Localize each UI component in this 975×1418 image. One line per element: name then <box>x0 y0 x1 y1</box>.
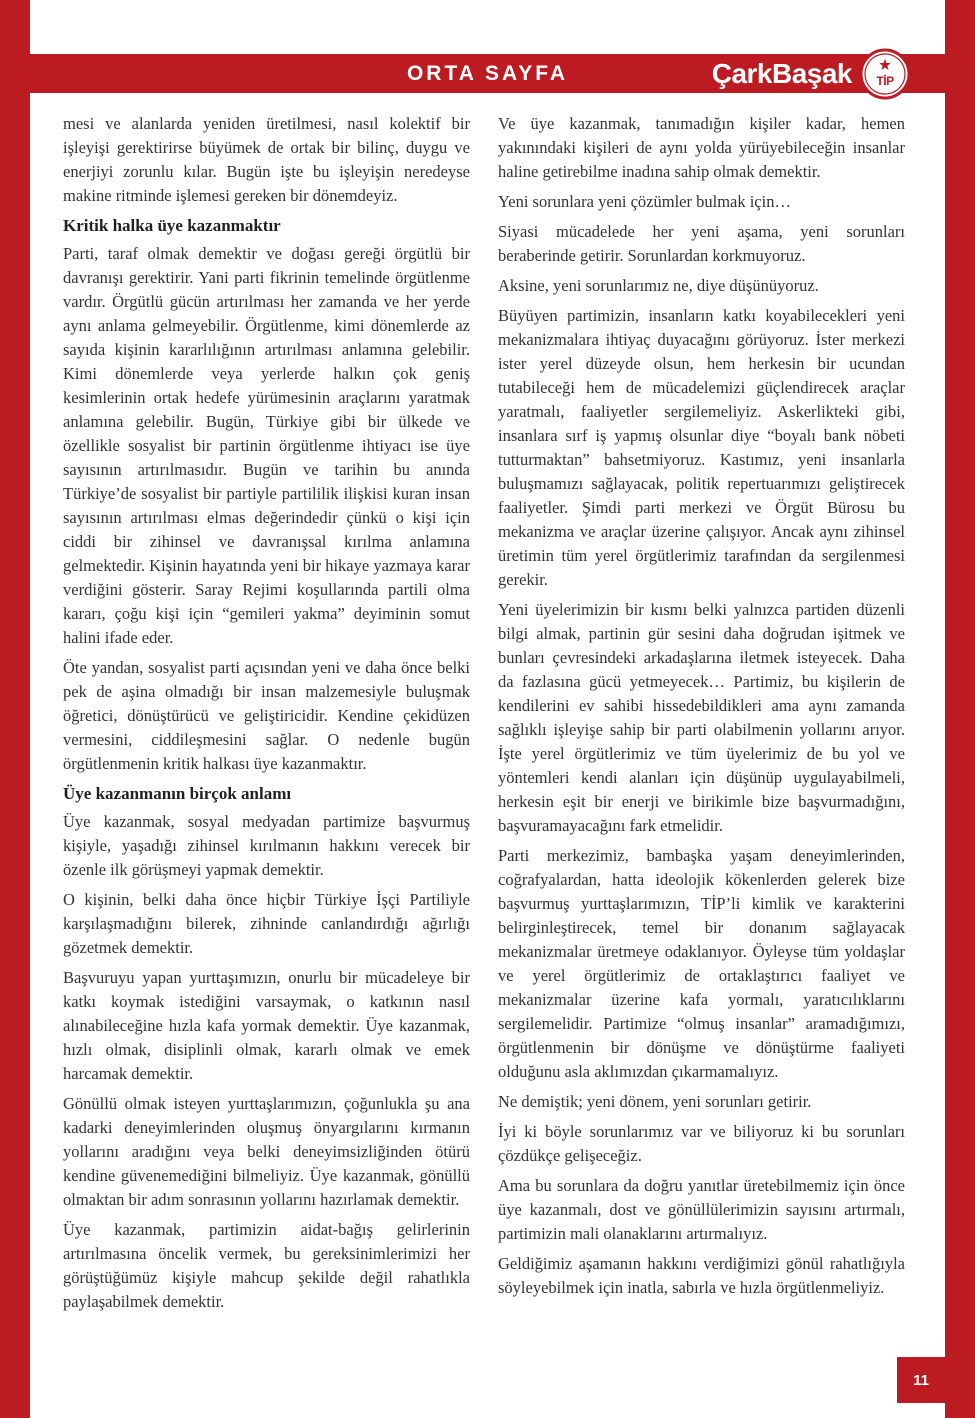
left-border-strip <box>0 0 30 1418</box>
paragraph: Aksine, yeni sorunlarımız ne, diye düşünüyoruz. <box>498 276 819 295</box>
paragraph: Ama bu sorunlara da doğru yanıtlar üretebilmemiz için önce üye kazanmalı, dost ve gönüllülerimizin sayısını artırmalı, partimizin mali olanaklarını artırmalıyız. <box>498 1176 905 1243</box>
emblem-text: TİP <box>876 73 894 88</box>
right-border-strip <box>945 0 975 1418</box>
paragraph: Başvuruyu yapan yurttaşımızın, onurlu bir mücadeleye bir katkı koymak istediğini varsaymak, o katkının nasıl alınabileceğine hızla kafa yormak demektir. Üye kazanmak, hızlı olmak, disiplinli olmak, kararlı olmak ve emek harcamak demektir. <box>63 968 470 1083</box>
paragraph: Gönüllü olmak isteyen yurttaşlarımızın, çoğunlukla şu ana kadarki deneyimlerinden oluşmuş önyargılarını kırmanın yollarını aradığını veya belki deneyimsizliğinden ötürü kendine güvenemediğini bilmeliyiz. Üye kazanmak, gönüllü olmaktan bir adım sonrasının yollarını hazırlamak demektir. <box>63 1094 470 1209</box>
paragraph: Üye kazanmak, sosyal medyadan partimize başvurmuş kişiyle, yaşadığı zihinsel kırılmanın hakkını verecek bir özenle ilk görüşmeyi yapmak demektir. <box>63 812 470 879</box>
paragraph: İyi ki böyle sorunlarımız var ve biliyoruz ki bu sorunları çözdükçe gelişeceğiz. <box>498 1122 905 1165</box>
paragraph: mesi ve alanlarda yeniden üretilmesi, nasıl kolektif bir işleyişi gerektirirse büyümek de ortak bir bilinç, duygu ve enerjiyi zorunlu kılar. Bugün işte bu işleyişin neredeyse makine ritminde işlemesi gereken bir dönemdeyiz. <box>63 114 470 205</box>
header-bar <box>0 54 975 93</box>
paragraph: Geldiğimiz aşamanın hakkını verdiğimizi gönül rahatlığıyla söyleyebilmek için inatla, sabırla ve hızla örgütlenmeliyiz. <box>498 1254 905 1297</box>
left-column <box>63 112 470 1320</box>
paragraph: Parti merkezimiz, bambaşka yaşam deneyimlerinden, coğrafyalardan, hatta ideolojik kökenlerden gelerek bize başvurmuş yurttaşlarımızın, TİP’li kimlik ve karakterini belirginleştirecek, temel bir donanım sağlayacak mekanizmalar üretmeye odaklanıyor. Öyleyse tüm yoldaşlar ve yerel örgütlerimiz de ortaklaştırıcı faaliyet ve mekanizmalar üzerine kafa yormalı, yaratıcılıklarını sergilemelidir. Partimize “olmuş insanlar” aramadığımızı, örgütlenmenin bir dönüşme ve dönüştürme faaliyeti olduğunu asla aklımızdan çıkarmamalıyız. <box>498 846 905 1081</box>
section-heading: Kritik halka üye kazanmaktır <box>63 216 281 235</box>
paragraph: Yeni sorunlara yeni çözümler bulmak için… <box>498 192 791 211</box>
page-number-badge: 11 <box>897 1357 945 1403</box>
tip-emblem-icon <box>859 48 911 100</box>
masthead-logo <box>712 48 911 100</box>
page-section-title: ORTA SAYFA <box>406 61 569 85</box>
logo-text-cark: Çark <box>711 57 772 89</box>
section-heading: Üye kazanmanın birçok anlamı <box>63 784 292 803</box>
paragraph: Siyasi mücadelede her yeni aşama, yeni sorunları beraberinde getirir. Sorunlardan korkmuyoruz. <box>498 222 905 265</box>
paragraph: Ve üye kazanmak, tanımadığın kişiler kadar, hemen yakınındaki kişileri de aynı yolda yürüyebileceğin insanlar haline getirebilme inadına sahip olmak demektir. <box>498 114 905 181</box>
paragraph: O kişinin, belki daha önce hiçbir Türkiye İşçi Partiliyle karşılaşmadığını bilerek, zihninde canlandırdığı ağırlığı gözetmek demektir. <box>63 890 470 957</box>
paragraph: Ne demiştik; yeni dönem, yeni sorunları getirir. <box>498 1092 812 1111</box>
paragraph: Üye kazanmak, partimizin aidat-bağış gelirlerinin artırılmasına öncelik vermek, bu gereksinimlerimizi her görüştüğümüz kişiyle mahcup şekilde değil rahatlıkla paylaşabilmek demektir. <box>63 1220 470 1311</box>
paragraph: Öte yandan, sosyalist parti açısından yeni ve daha önce belki pek de aşina olmadığı bir insan malzemesiyle buluşmak öğretici, dönüştürücü ve geliştiricidir. Kendine çekidüzen vermesini, ciddileşmesini sağlar. O nedenle bugün örgütlenmenin kritik halkası üye kazanmaktır. <box>63 658 470 773</box>
paragraph: Büyüyen partimizin, insanların katkı koyabilecekleri yeni mekanizmalara ihtiyaç duyacağını görüyoruz. İster merkezi ister yerel düzeyde olsun, hem herkesin bir ucundan tutabileceği hem de mücadelemizi güçlendirecek araçlar yaratmalı, faaliyetler sergilemeliyiz. Askerlikteki gibi, insanlara sırf iş yapmış olsunlar diye “boyalı bank nöbeti tutturmaktan” bahsetmiyoruz. Kastımız, yeni insanlarla buluşmamızı sağlayacak, politik repertuarımızı geliştirecek faaliyetler. Şimdi parti merkezi ve Örgüt Bürosu bu mekanizma ve araçlar üzerine çalışıyor. Ancak aynı zihinsel üretimin tüm yerel örgütlerimiz tarafından da sergilenmesi gerekir. <box>498 306 905 589</box>
paragraph: Parti, taraf olmak demektir ve doğası gereği örgütlü bir davranışı gerektirir. Yani parti fikrinin temelinde örgütlenme vardır. Örgütlü gücün artırılması her zamanda ve her yerde aynı anlama gelmeyebilir. Örgütlenme, kimi dönemlerde az sayıda kişinin kararlılığının artırılması anlamına gelebilir. Kimi dönemlerde veya yerlerde halkın çok geniş kesimlerinin ortak hedefe yürümesinin araçlarını yaratmak anlamına gelebilir. Bugün, Türkiye gibi bir ülkede ve özellikle sosyalist bir partinin örgütlenme ihtiyacı ise üye sayısının artırılmasıdır. Bugün ve tarihin bu anında Türkiye’de sosyalist bir partiyle partililik ilişkisi kuran insan sayısının artırılması elmas değerindedir çünkü o kişi için ciddi bir zihinsel ve davranışsal kırılma anlamına gelmektedir. Kişinin hayatında yeni bir hikaye yazmaya karar verdiğini gösterir. Saray Rejimi koşullarında partili olma kararı, çoğu kişi için “gemileri yakma” deyiminin somut halini ifade eder. <box>63 244 470 647</box>
article-body <box>63 112 905 1320</box>
paragraph: Yeni üyelerimizin bir kısmı belki yalnızca partiden düzenli bilgi almak, partinin gür sesini daha doğrudan işitmek ve bunları çevresindeki arkadaşlarına iletmek isteyecek. Daha da fazlasına gücü yetmeyecek… Partimiz, bu kişilerin de kendilerini ev sahibi hissedebildikleri ama aynı zamanda sağlıklı işleyişe sahip bir parti olabilmenin yollarını arıyor. İşte yerel örgütlerimiz ve tüm üyelerimiz de bu yol ve yöntemleri kendi alanları için düşünüp uygulayabilmeli, herkesin eşit bir enerji ve birikimle bize başvurmadığını, başvuramayacağını fark etmelidir. <box>498 600 905 835</box>
right-column <box>498 112 905 1320</box>
logo-text-basak: Başak <box>771 57 852 89</box>
